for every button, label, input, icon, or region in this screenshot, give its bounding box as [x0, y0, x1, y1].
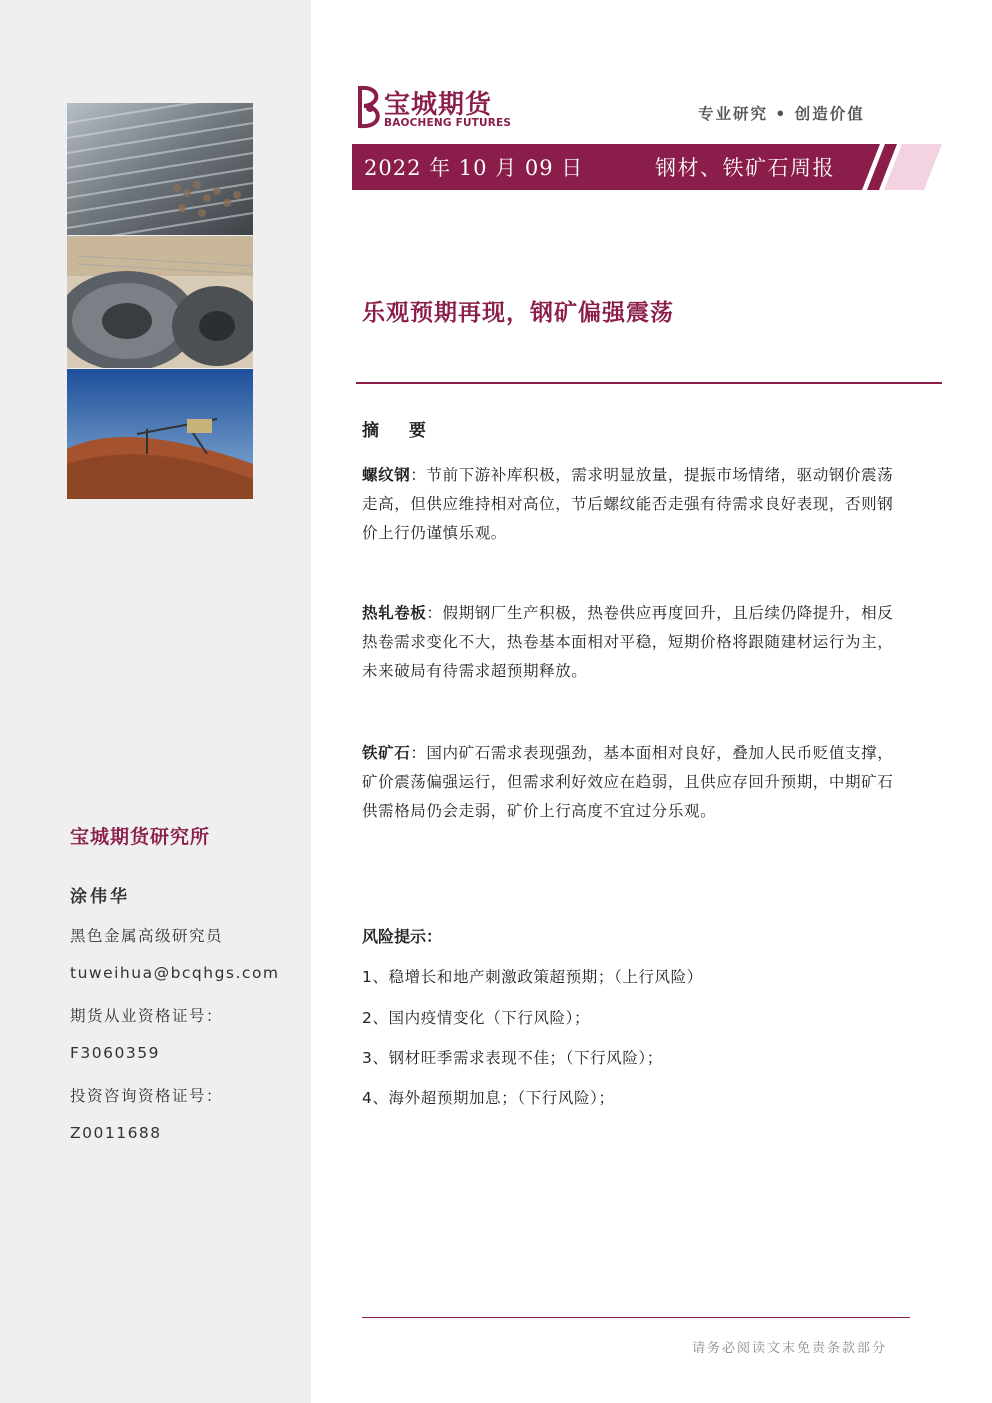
brand-logo-icon [356, 84, 384, 134]
summary-heading: 摘 要 [362, 421, 438, 441]
slogan: 专业研究 • 创造价值 [698, 104, 865, 123]
rebar-label: 螺纹钢 [362, 466, 411, 484]
footer-divider [362, 1317, 910, 1318]
risk-item: 1、稳增长和地产刺激政策超预期；（上行风险） [362, 968, 703, 986]
report-title: 乐观预期再现，钢矿偏强震荡 [362, 300, 674, 326]
futures-cert-number: F3060359 [70, 1044, 160, 1062]
analyst-role: 黑色金属高级研究员 [70, 927, 224, 945]
analyst-name: 涂伟华 [70, 887, 130, 907]
risk-item: 2、国内疫情变化（下行风险）； [362, 1009, 591, 1027]
rebar-text: ：节前下游补库积极，需求明显放量，提振市场情绪，驱动钢价震荡走高，但供应维持相对高位，节后螺纹能否走强有待需求良好表现，否则钢价上行仍谨慎乐观。 [362, 466, 894, 542]
rebar-paragraph [362, 461, 907, 548]
hrc-label: 热轧卷板 [362, 604, 427, 622]
research-institute-name: 宝城期货研究所 [70, 826, 211, 848]
rebar-photo [67, 103, 253, 235]
risk-heading: 风险提示： [362, 927, 443, 946]
analyst-email[interactable]: tuweihua@bcqhgs.com [70, 964, 280, 982]
report-type: 钢材、铁矿石周报 [655, 156, 835, 180]
iron-ore-label: 铁矿石 [362, 744, 411, 762]
risk-item: 4、海外超预期加息；（下行风险）； [362, 1089, 615, 1107]
disclaimer-note: 请务必阅读文末免责条款部分 [692, 1341, 888, 1356]
iron-ore-paragraph [362, 739, 907, 826]
futures-cert-label: 期货从业资格证号： [70, 1007, 224, 1025]
brand-name-en: BAOCHENG FUTURES [384, 117, 512, 129]
consult-cert-number: Z0011688 [70, 1124, 162, 1142]
hrc-text: ：假期钢厂生产积极，热卷供应再度回升，且后续仍降提升，相反热卷需求变化不大，热卷基本面相对平稳，短期价格将跟随建材运行为主，未来破局有待需求超预期释放。 [362, 604, 894, 680]
iron-ore-photo [67, 369, 253, 499]
consult-cert-label: 投资咨询资格证号： [70, 1087, 224, 1105]
steel-coil-photo [67, 236, 253, 368]
iron-ore-text: ：国内矿石需求表现强劲，基本面相对良好，叠加人民币贬值支撑，矿价震荡偏强运行，但需求利好效应在趋弱，且供应存回升预期，中期矿石供需格局仍会走弱，矿价上行高度不宜过分乐观。 [362, 744, 894, 820]
hrc-paragraph [362, 599, 907, 686]
report-date: 2022 年 10 月 09 日 [364, 156, 584, 180]
title-divider [356, 382, 942, 384]
risk-item: 3、钢材旺季需求表现不佳；（下行风险）； [362, 1049, 663, 1067]
brand-name-cn: 宝城期货 [384, 90, 493, 120]
